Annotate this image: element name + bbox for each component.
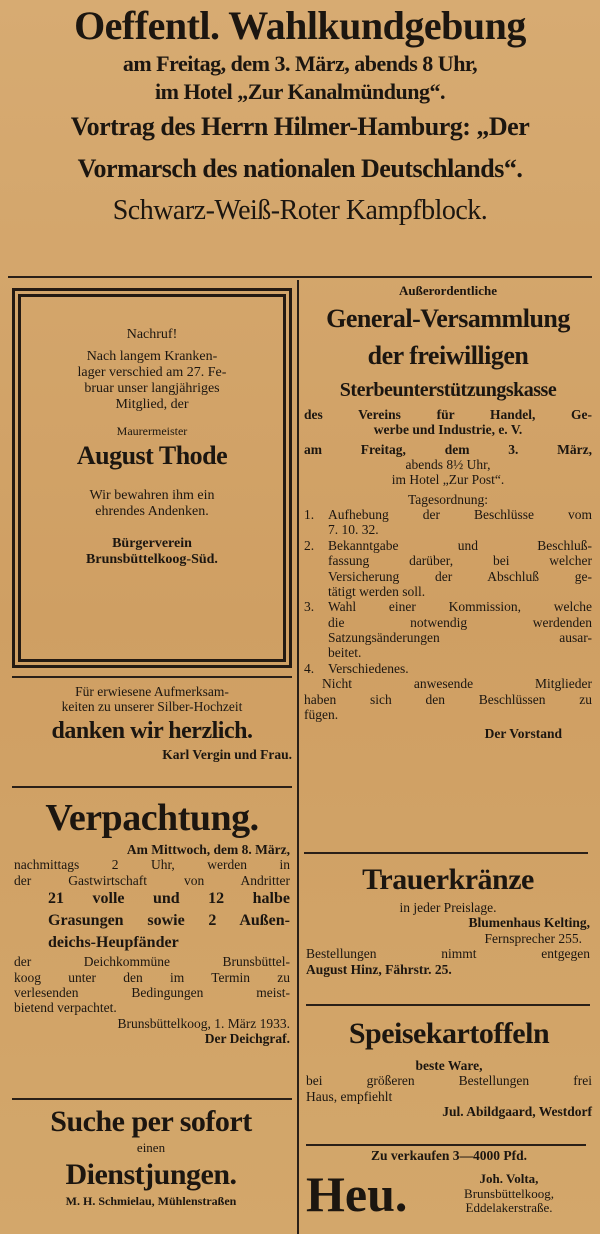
obituary-box [12,288,292,668]
lease-title: Verpachtung. [45,797,259,839]
hay-line: Joh. Volta, [479,1170,539,1186]
column-divider [297,280,299,1234]
lease-signature: Der Deichgraf. [204,1031,290,1046]
agenda-line: Versicherung der Abschluß ge- [328,568,592,584]
potatoes-sub: beste Ware, [415,1058,483,1073]
lease-line: der Deichkommüne Brunsbüttel- [14,954,290,970]
potatoes-line: Haus, empfiehlt [306,1088,393,1104]
thanks-signature: Karl Vergin und Frau. [162,746,292,762]
lease-line: bietend verpachtet. [14,1000,117,1016]
agenda-item [304,538,592,600]
divider [304,852,588,854]
header-ad [5,2,595,232]
thanks-line: keiten zu unserer Silber-Hochzeit [61,699,243,715]
agenda-num: 2. [304,537,315,553]
hay-top: Zu verkaufen 3—4000 Pfd. [370,1148,527,1163]
agenda-title: Tagesordnung: [407,491,489,507]
agenda-line: Aufhebung der Beschlüsse vom [328,507,592,523]
agenda-line: Bekanntgabe und Beschluß- [328,537,592,553]
wanted-title: Suche per sofort [50,1105,252,1138]
obituary-line: bruar unser langjähriges [84,380,220,396]
lease-line: nachmittags 2 Uhr, werden in [14,857,290,873]
divider [8,276,592,278]
agenda-line: tätigt werden soll. [328,583,426,599]
divider [12,1098,292,1100]
obituary-title: Nachruf! [126,327,178,342]
obituary-profession: Maurermeister [116,423,188,438]
obituary-line: lager verschied am 27. Fe- [77,364,227,380]
assembly-line: werbe und Industrie, e. V. [373,422,523,438]
lease-line: deichs-Heupfänder [48,934,179,952]
wreaths-order: August Hinz, Fährstr. 25. [306,961,452,977]
agenda-line: beitet. [328,645,362,661]
hay-title: Heu. [306,1166,408,1222]
assembly-time: abends 8½ Uhr, [405,456,491,472]
assembly-pre: Außerordentliche [399,283,497,298]
agenda-num: 3. [304,599,315,615]
obituary-closing: Wir bewahren ihm ein [89,488,215,504]
lease-line: koog unter den im Termin zu [14,969,290,985]
agenda-line: Satzungsänderungen ausar- [328,630,592,646]
hay-ad [306,1148,592,1224]
lease-ad [14,794,290,1046]
obituary-line: Mitglied, der [115,396,189,412]
header-title: Oeffentl. Wahlkundgebung [74,3,526,48]
assembly-place: im Hotel „Zur Post“. [391,472,505,488]
divider [12,786,292,788]
obituary-closing: ehrendes Andenken. [95,504,209,520]
header-line: Vortrag des Herrn Hilmer-Hamburg: „Der [70,112,530,141]
wanted-headline: Dienstjungen. [65,1158,237,1191]
assembly-ad [304,284,592,742]
thanks-ad [12,684,292,762]
potatoes-ad [306,1010,592,1120]
divider [12,676,292,678]
assembly-note: haben sich den Beschlüssen zu [304,691,592,707]
thanks-headline: danken wir herzlich. [51,717,253,744]
wreaths-title: Trauerkränze [362,863,534,896]
wreaths-line: in jeder Preislage. [399,900,497,915]
agenda-num: 1. [304,507,315,523]
divider [306,1144,586,1146]
assembly-line: Sterbeunterstützungskasse [339,378,557,401]
wanted-ad [8,1104,294,1209]
assembly-date: am Freitag, dem 3. März, [304,441,592,457]
agenda-line: fassung darüber, bei welcher [328,553,592,569]
lease-line: verlesenden Bedingungen meist- [14,984,290,1000]
header-line: Vormarsch des nationalen Deutschlands“. [77,154,523,183]
lease-line: Am Mittwoch, dem 8. März, [126,842,290,857]
thanks-line: Für erwiesene Aufmerksam- [75,684,229,699]
agenda-item [304,661,592,676]
wreaths-line: Fernsprecher 255. [484,930,582,946]
header-line: Schwarz-Weiß-Roter Kampfblock. [112,195,488,226]
obituary-line: Nach langem Kranken- [86,348,218,364]
wanted-sub: einen [136,1140,166,1155]
potatoes-title: Speisekartoffeln [348,1017,550,1050]
assembly-note: fügen. [304,706,339,722]
agenda-line: die notwendig werdenden [328,614,592,630]
assembly-line: des Vereins für Handel, Ge- [304,406,592,422]
obituary-name: August Thode [76,441,228,471]
agenda-line: Verschiedenes. [328,660,409,676]
potatoes-line: bei größeren Bestellungen frei [306,1073,592,1089]
potatoes-signature: Jul. Abildgaard, Westdorf [442,1104,592,1120]
wanted-signature: M. H. Schmielau, Mühlenstraßen [65,1194,237,1208]
wreaths-line: Blumenhaus Kelting, [468,915,590,931]
lease-line: der Gastwirtschaft von Andritter [14,872,290,888]
header-line: im Hotel „Zur Kanalmündung“. [155,79,445,104]
agenda-line: 7. 10. 32. [328,522,379,538]
assembly-note: Nicht anwesende Mitglieder [322,676,592,692]
wreaths-order: Bestellungen nimmt entgegen [306,946,590,962]
wreaths-ad [306,860,590,977]
agenda-num: 4. [304,660,315,676]
agenda-item [304,507,592,538]
header-line: am Freitag, dem 3. März, abends 8 Uhr, [122,51,478,76]
hay-line: Brunsbüttelkoog, [464,1185,554,1201]
obituary-signature: Brunsbüttelkoog-Süd. [86,552,218,568]
divider [306,1004,590,1006]
assembly-signature: Der Vorstand [484,726,562,742]
agenda-item [304,599,592,661]
lease-line: 21 volle und 12 halbe [48,890,290,908]
lease-place-date: Brunsbüttelkoog, 1. März 1933. [117,1015,290,1031]
agenda-line: Wahl einer Kommission, welche [328,599,592,615]
assembly-line: der freiwilligen [367,340,529,370]
lease-line: Grasungen sowie 2 Außen- [48,912,290,930]
assembly-title: General-Versammlung [326,303,570,333]
obituary-signature: Bürgerverein [112,536,192,552]
hay-line: Eddelakerstraße. [465,1200,553,1216]
